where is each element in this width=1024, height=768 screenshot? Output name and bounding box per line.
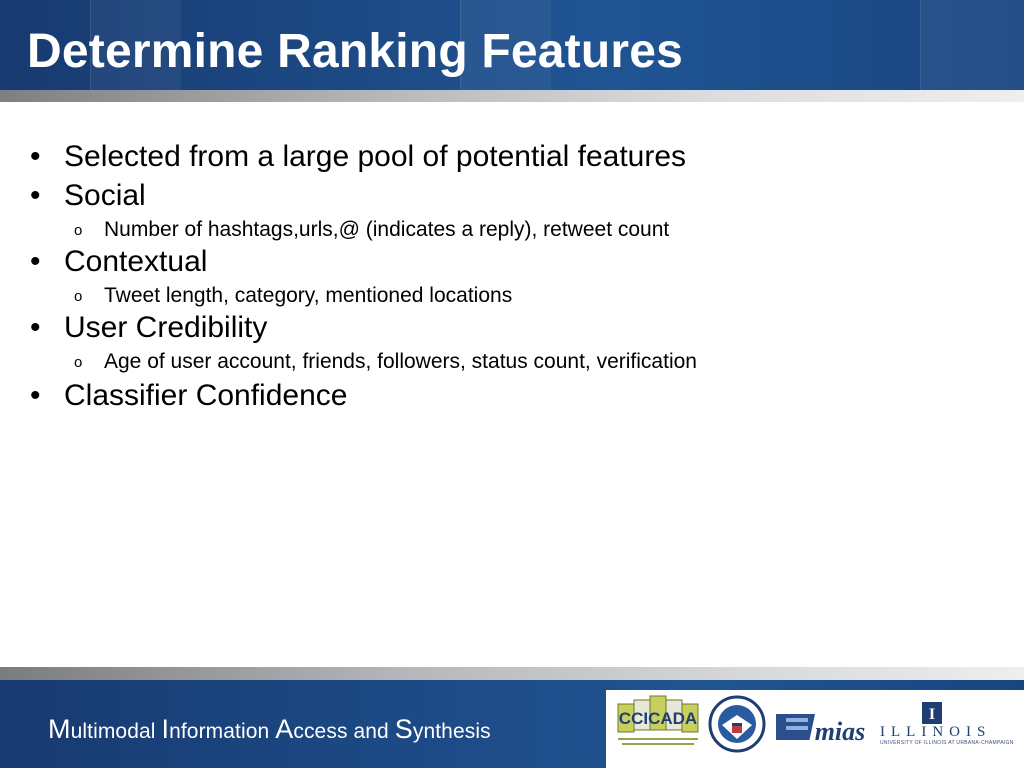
header-divider	[0, 90, 1024, 102]
svg-text:I: I	[928, 706, 936, 723]
sub-bullet-item	[74, 283, 512, 310]
bullet-icon: •	[30, 179, 41, 212]
bullet-text: Selected from a large pool of potential features	[64, 140, 687, 173]
sub-bullet-text: Number of hashtags,urls,@ (indicates a reply), retweet count	[104, 218, 670, 241]
bullet-item	[30, 378, 347, 414]
bullet-text: Classifier Confidence	[64, 379, 348, 412]
svg-text:CCICADA: CCICADA	[618, 709, 698, 728]
illinois-wordmark: ILLINOIS	[880, 724, 992, 740]
bullet-item	[30, 178, 146, 214]
bullet-icon: •	[30, 311, 41, 344]
bullet-item	[30, 244, 207, 280]
bullet-icon: •	[30, 379, 41, 412]
bullet-text: User Credibility	[64, 311, 268, 344]
bullet-text: Social	[64, 179, 146, 212]
mias-logo	[776, 700, 866, 750]
program-name: Multimodal Information Access and Synthesis	[48, 714, 491, 744]
slide-title: Determine Ranking Features	[27, 25, 684, 78]
footer-divider	[0, 667, 1024, 680]
sub-bullet-text: Tweet length, category, mentioned locations	[104, 284, 513, 307]
bullet-item	[30, 139, 686, 175]
ccicada-logo	[614, 694, 704, 754]
sub-bullet-icon: o	[74, 222, 83, 239]
illinois-block-i-icon	[922, 702, 942, 724]
svg-text:mias: mias	[814, 717, 866, 746]
illinois-subtitle: UNIVERSITY OF ILLINOIS AT URBANA-CHAMPAIGN	[880, 740, 1014, 746]
bullet-icon: •	[30, 245, 41, 278]
sub-bullet-text: Age of user account, friends, followers, status count, verification	[104, 350, 697, 373]
dhs-seal-icon	[708, 695, 766, 753]
sub-bullet-item	[74, 217, 669, 244]
sub-bullet-icon: o	[74, 354, 83, 371]
sub-bullet-item	[74, 349, 697, 376]
sub-bullet-icon: o	[74, 288, 83, 305]
header-tile	[920, 0, 1024, 90]
bullet-icon: •	[30, 140, 41, 173]
bullet-item	[30, 310, 267, 346]
bullet-text: Contextual	[64, 245, 208, 278]
